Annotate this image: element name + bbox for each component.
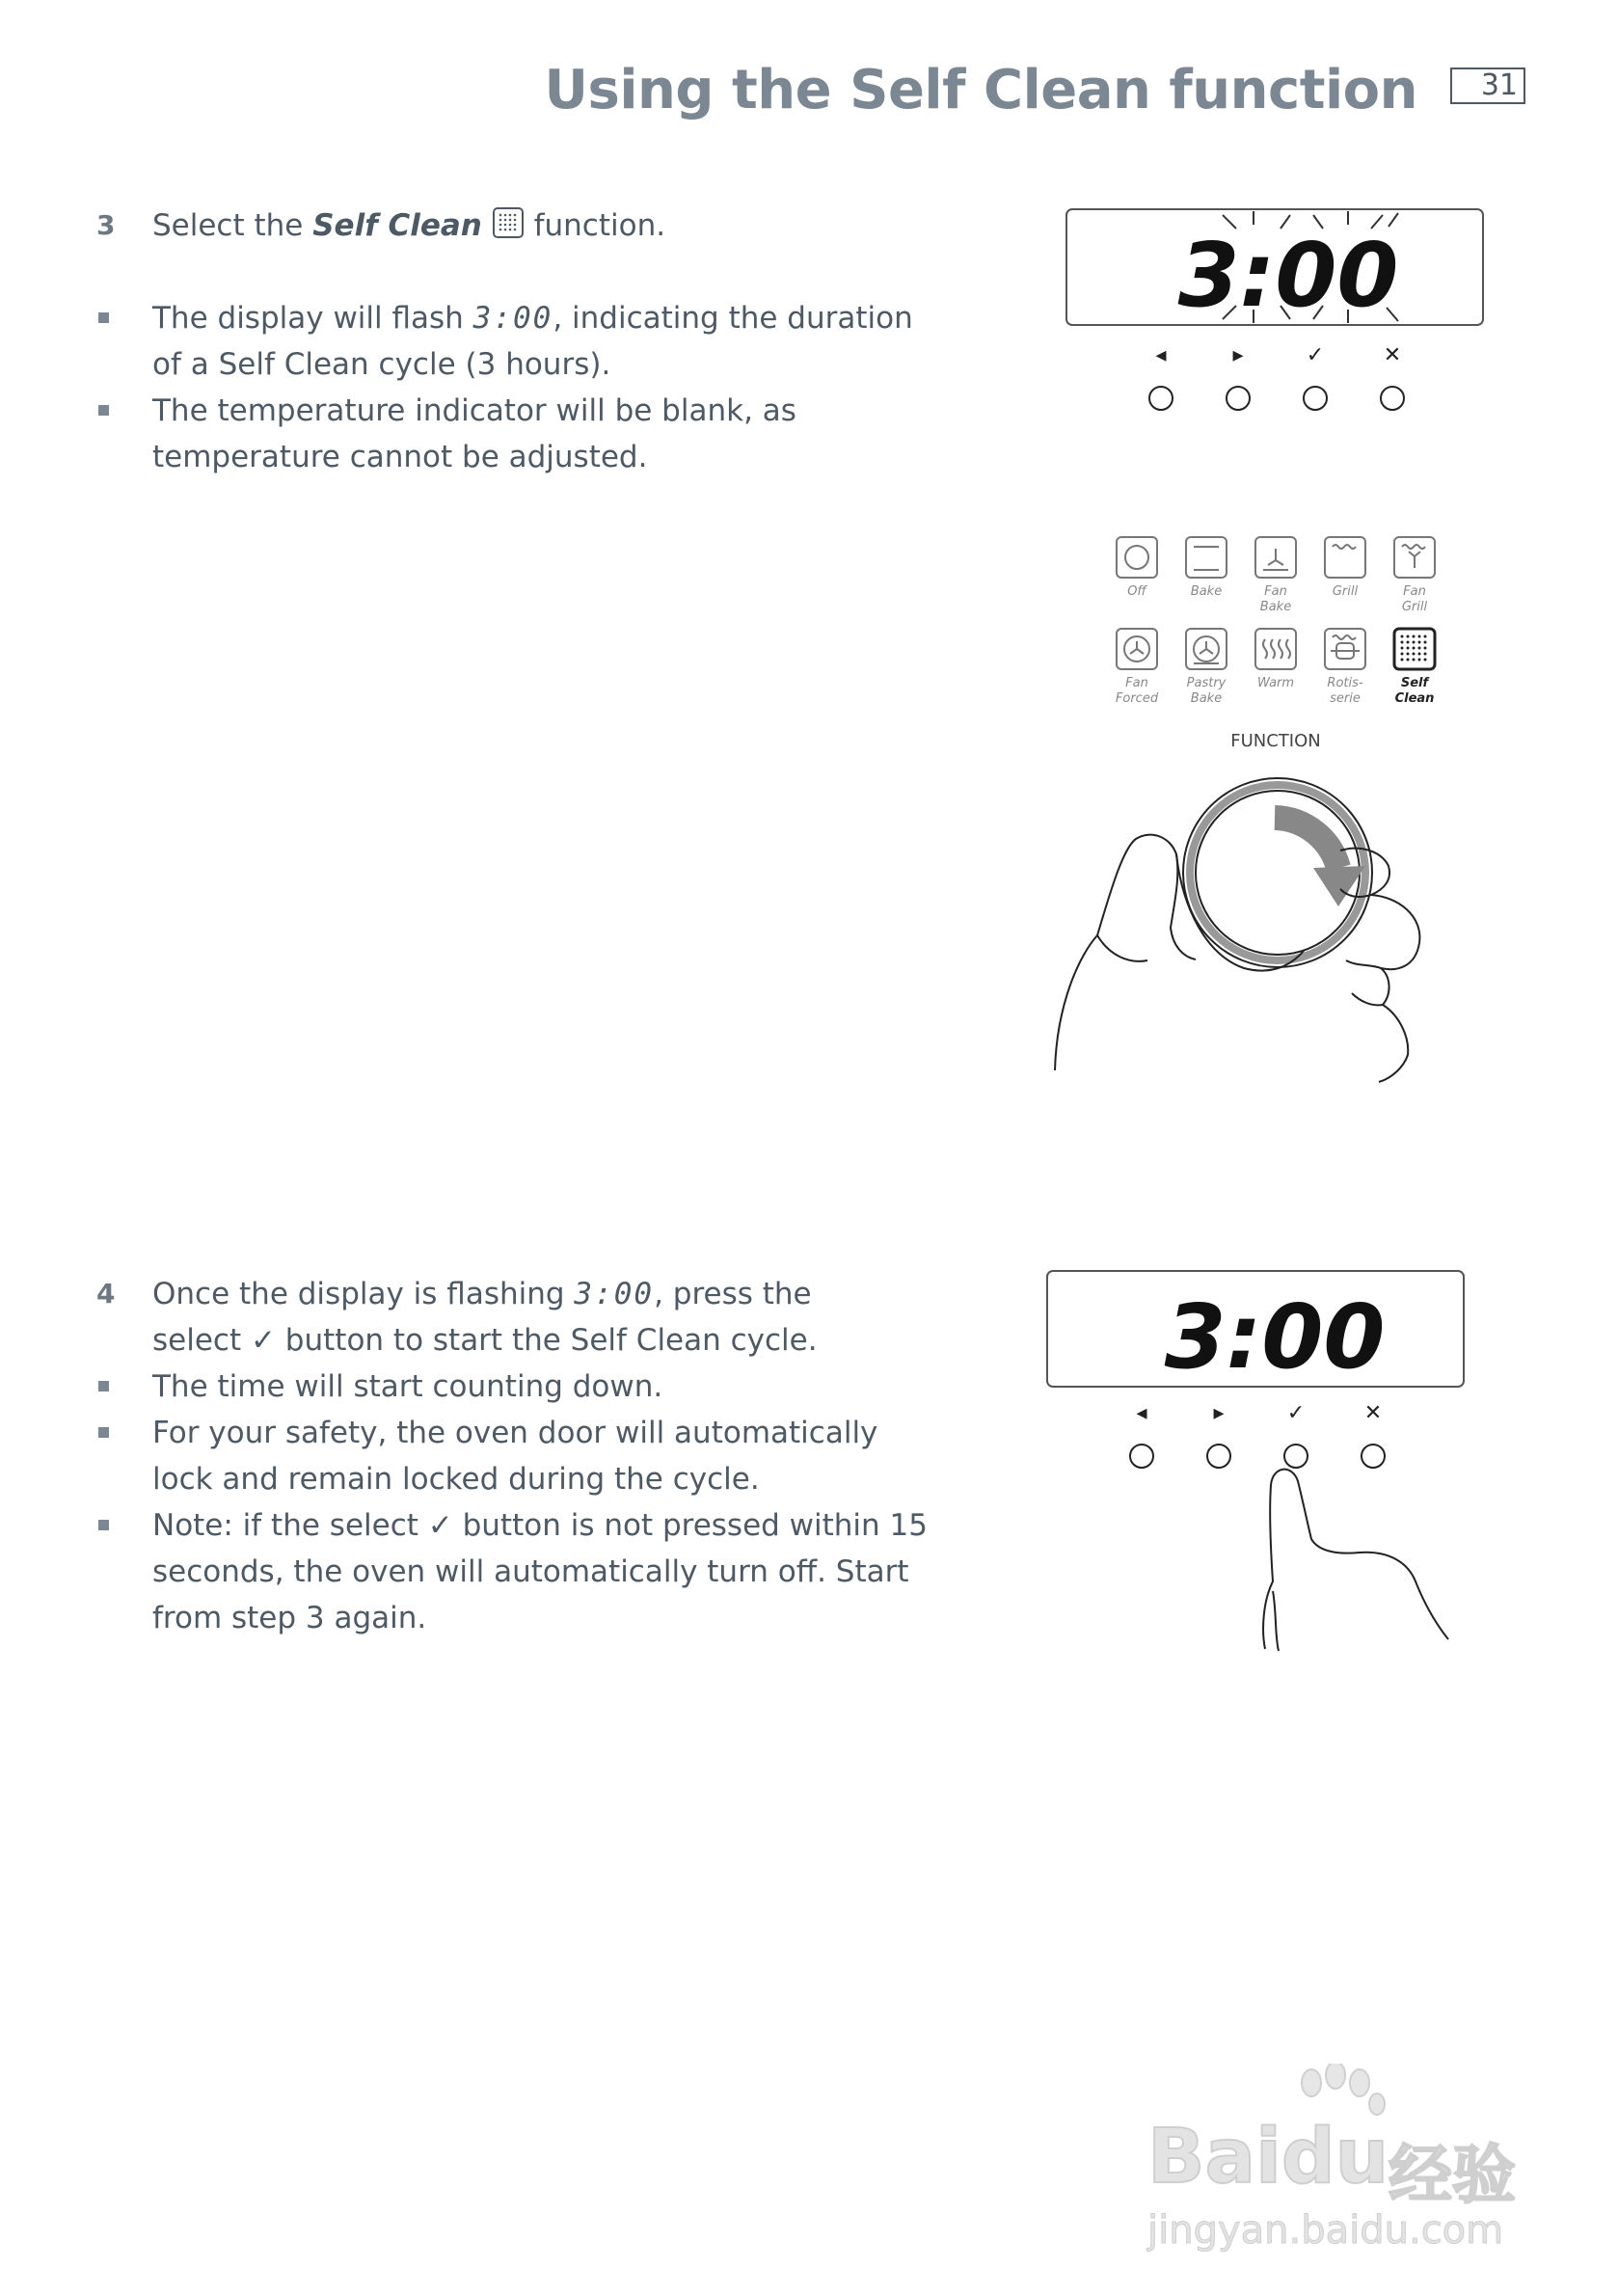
fan-bake-icon[interactable] (1255, 537, 1296, 578)
function-label-selected: Self (1400, 676, 1429, 690)
step-3-pre: Select the (152, 208, 313, 243)
function-label: Grill (1332, 584, 1359, 599)
text-pre: The display will flash (152, 301, 473, 336)
page-title: Using the Self Clean function (544, 59, 1417, 122)
watermark-url: jingyan.baidu.com (1147, 2208, 1504, 2253)
cancel-button[interactable] (1381, 387, 1404, 410)
left-button[interactable] (1130, 1445, 1153, 1468)
pastry-bake-icon[interactable] (1186, 629, 1227, 669)
text-post: , press the (654, 1277, 812, 1311)
bullet-square (98, 1520, 109, 1530)
function-label: Forced (1115, 691, 1159, 706)
right-button[interactable] (1227, 387, 1250, 410)
warm-icon[interactable] (1255, 629, 1296, 669)
function-label: Fan (1125, 676, 1148, 690)
function-knob-illustration (1051, 762, 1495, 1090)
fan-forced-icon[interactable] (1117, 629, 1157, 669)
check-icon: ✓ (427, 1508, 453, 1543)
text-pre: select (152, 1323, 251, 1358)
check-icon: ✓ (250, 1323, 276, 1358)
step-number: 4 (96, 1278, 116, 1310)
off-icon[interactable] (1117, 537, 1157, 578)
baidu-watermark (1147, 2064, 1552, 2256)
step-3-post: function. (524, 208, 666, 243)
function-label: serie (1330, 691, 1361, 706)
lcd-digits: 3:00 (1164, 1285, 1386, 1389)
oven-display-flashing (1061, 198, 1504, 429)
check-icon: ✓ (1306, 343, 1325, 367)
function-label: Warm (1256, 676, 1295, 690)
bullet-text: temperature cannot be adjusted. (152, 440, 648, 474)
step-number: 3 (96, 209, 116, 241)
function-label: Off (1127, 584, 1146, 599)
text-post: button is not pressed within 15 (452, 1508, 928, 1543)
function-label: Rotis- (1327, 676, 1363, 690)
function-label: Bake (1190, 584, 1223, 599)
bullet-text: The temperature indicator will be blank, as (152, 393, 796, 428)
fan-grill-icon[interactable] (1394, 537, 1435, 578)
check-icon: ✓ (1286, 1401, 1306, 1425)
text-pre: Note: if the select (152, 1508, 428, 1543)
watermark-brand: Baidu (1147, 2114, 1389, 2201)
self-clean-icon[interactable] (1394, 629, 1435, 669)
bullet-square (98, 1381, 109, 1391)
function-label-selected: Clean (1394, 691, 1435, 706)
knob-label: FUNCTION (1230, 731, 1321, 751)
text-pre: Once the display is flashing (152, 1277, 575, 1311)
function-label: Fan (1264, 584, 1287, 599)
grill-icon[interactable] (1325, 537, 1365, 578)
bullet-text: of a Self Clean cycle (3 hours). (152, 347, 611, 382)
lcd-digits: 3:00 (472, 301, 553, 336)
close-icon: ✕ (1383, 343, 1402, 367)
watermark-cn: 经验 (1389, 2138, 1516, 2212)
bullet-text (152, 295, 913, 341)
bake-icon[interactable] (1186, 537, 1227, 578)
finger-press-icon (1244, 1446, 1466, 1659)
bullet-text: seconds, the oven will automatically turn off. Start (152, 1554, 909, 1589)
bullet-text (152, 1502, 928, 1549)
close-icon: ✕ (1363, 1401, 1383, 1425)
function-label: Pastry (1186, 676, 1227, 690)
bullet-square (98, 1427, 109, 1438)
step-4-text (152, 1271, 812, 1317)
function-label: Bake (1190, 691, 1223, 706)
bullet-text: lock and remain locked during the cycle. (152, 1462, 760, 1497)
left-arrow-icon: ◂ (1155, 343, 1167, 367)
left-arrow-icon: ◂ (1136, 1401, 1147, 1425)
function-panel (1099, 526, 1466, 757)
self-clean-icon (492, 206, 525, 239)
bullet-square (98, 312, 109, 323)
function-label: Grill (1401, 600, 1428, 614)
text-post: , indicating the duration (553, 301, 913, 336)
function-label: Bake (1259, 600, 1292, 614)
bullet-text: from step 3 again. (152, 1601, 427, 1635)
bullet-text: The time will start counting down. (152, 1369, 663, 1404)
bullet-text: For your safety, the oven door will automatically (152, 1416, 878, 1450)
step-4-text (152, 1317, 818, 1364)
page-number: 31 (1450, 68, 1525, 104)
right-arrow-icon: ▸ (1213, 1401, 1225, 1425)
rotisserie-icon[interactable] (1325, 629, 1365, 669)
function-label: Fan (1403, 584, 1426, 599)
bullet-square (98, 405, 109, 416)
left-button[interactable] (1149, 387, 1173, 410)
right-button[interactable] (1207, 1445, 1230, 1468)
text-post: button to start the Self Clean cycle. (275, 1323, 818, 1358)
lcd-digits: 3:00 (1177, 224, 1399, 327)
lcd-digits: 3:00 (574, 1277, 655, 1311)
right-arrow-icon: ▸ (1232, 343, 1244, 367)
step-3-text (152, 203, 665, 249)
self-clean-term: Self Clean (312, 208, 482, 243)
select-button[interactable] (1304, 387, 1327, 410)
